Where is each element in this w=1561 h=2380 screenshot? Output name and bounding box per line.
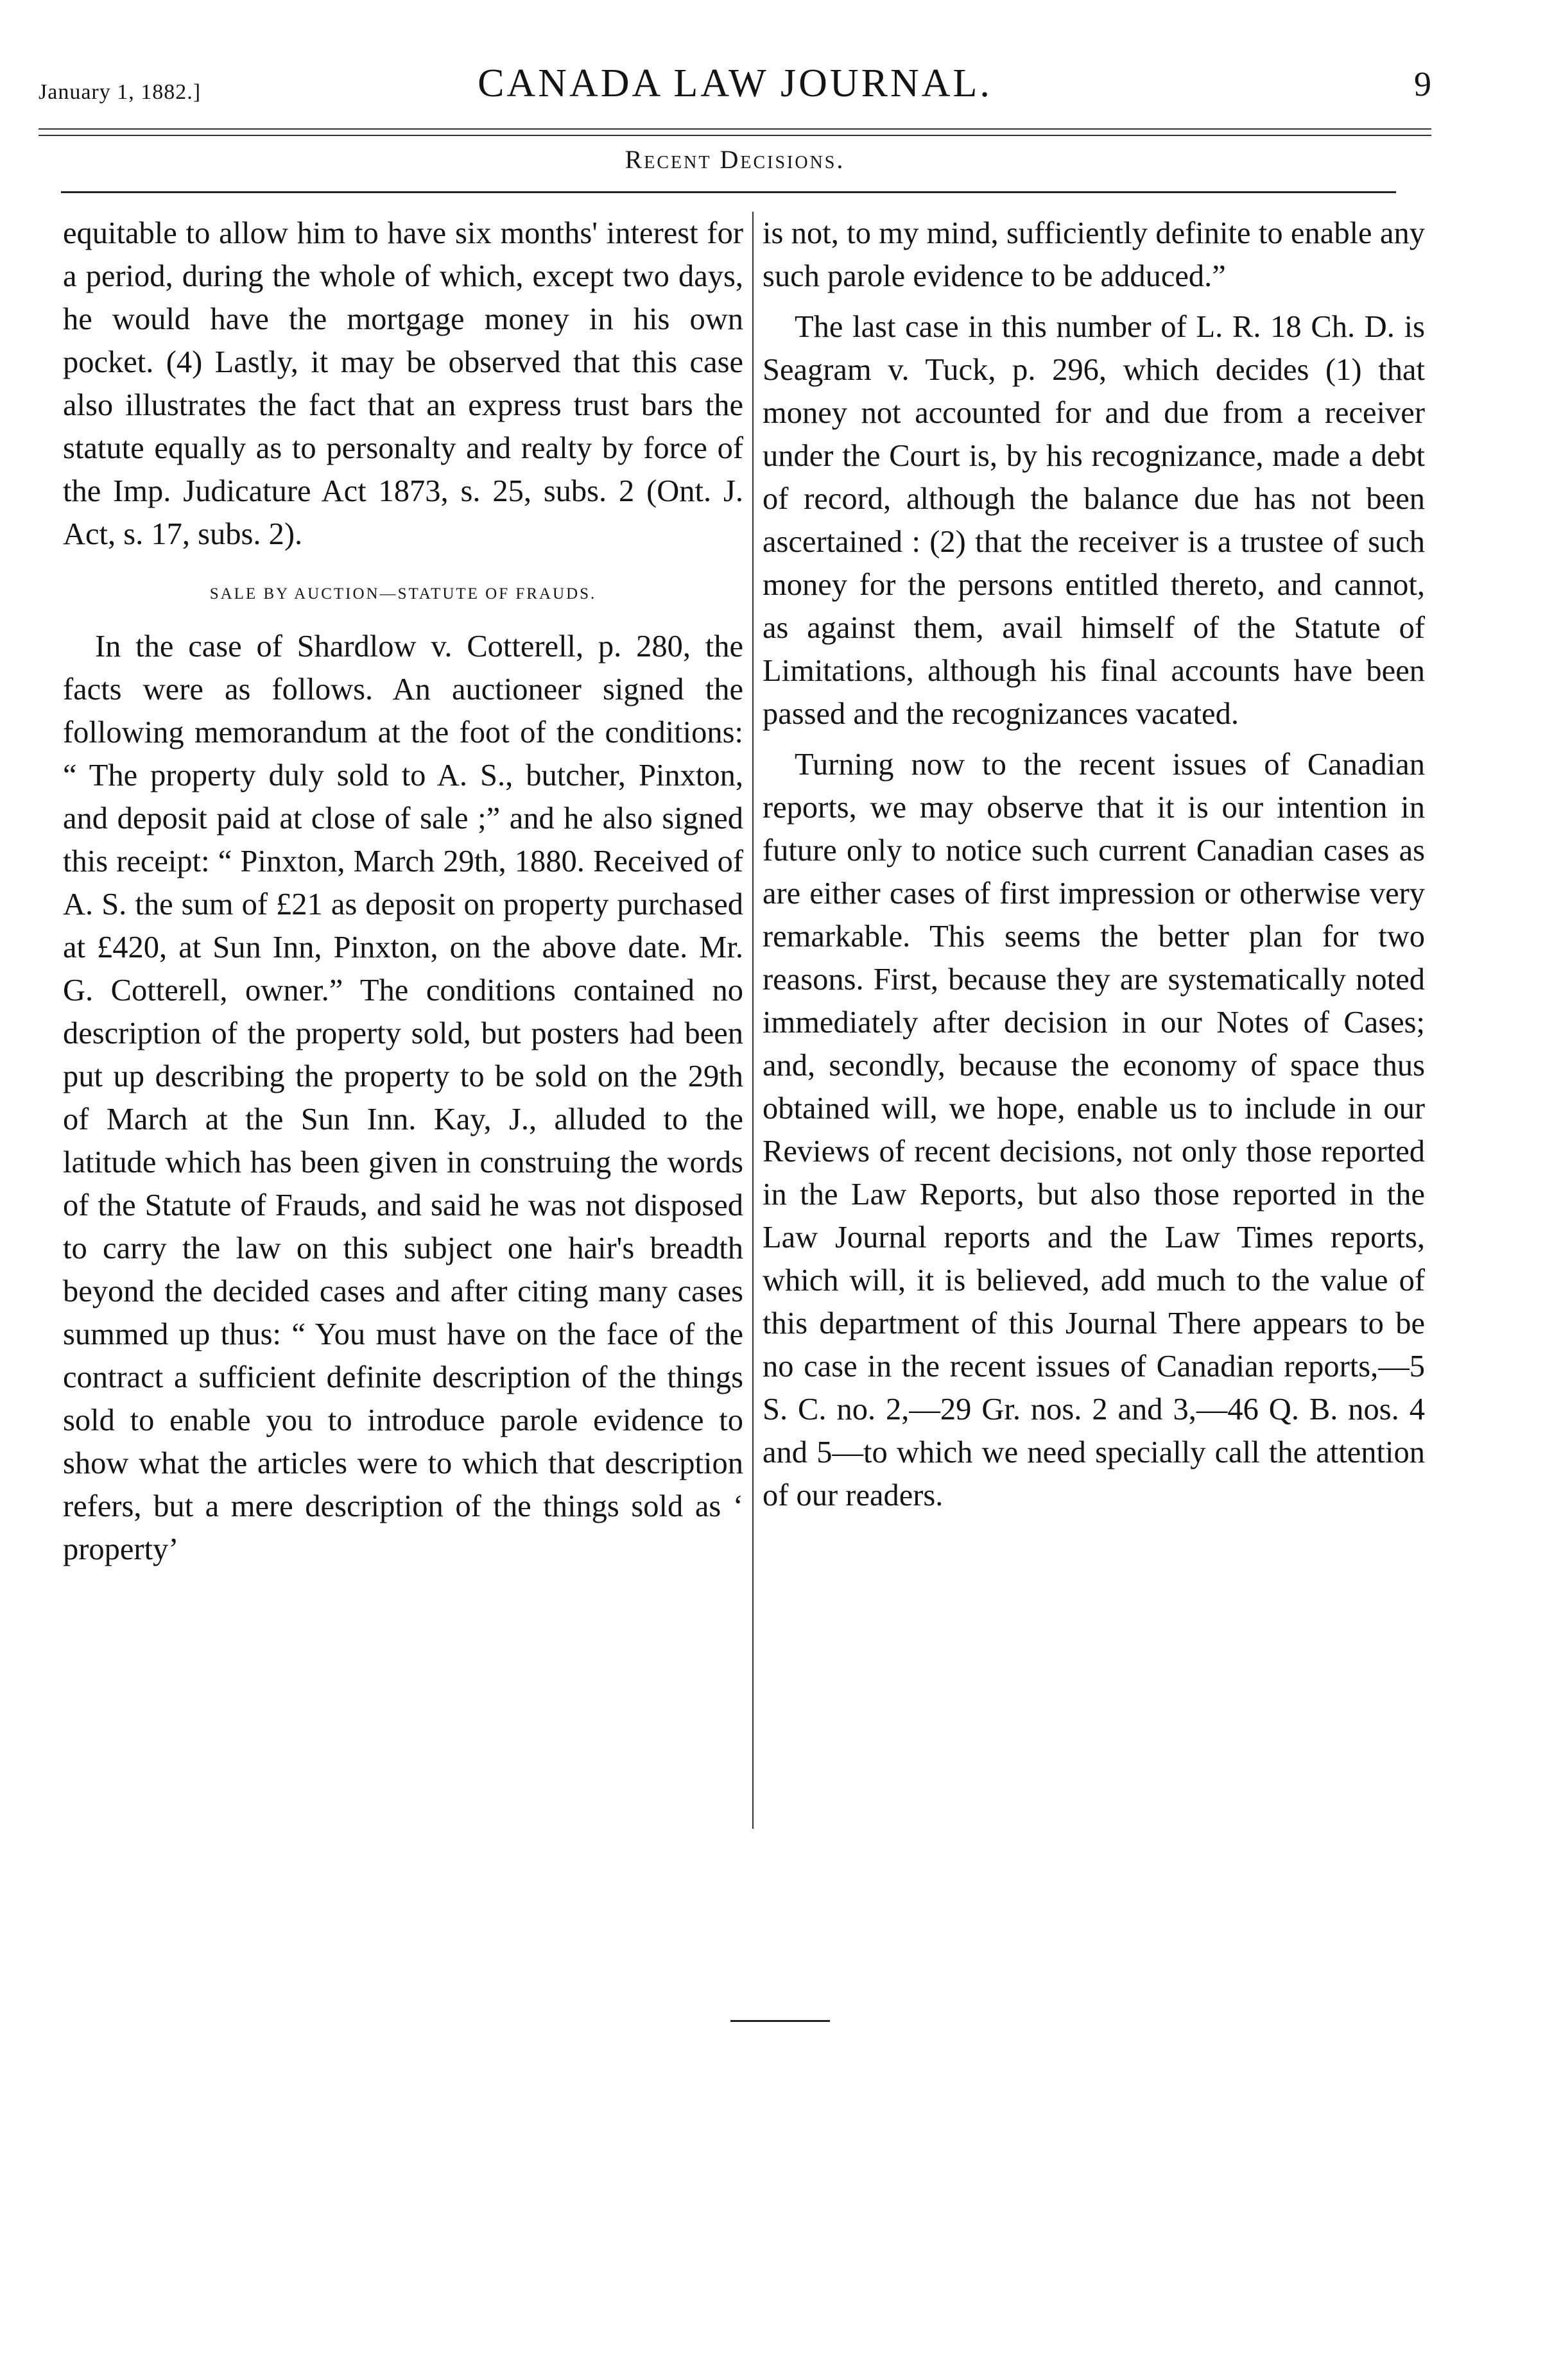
header-rule <box>39 128 1431 136</box>
right-column <box>763 212 1425 1517</box>
issue-date: January 1, 1882.] <box>39 80 202 104</box>
right-paragraph-3: Turning now to the recent issues of Canadian reports, we may observe that it is our intention in future only to notice such current Canadian cases as are either cases of first impression or otherwise very remarkable. This seems the better plan for two reasons. First, because they are systematically noted immediately after decision in our Notes of Cases; and, secondly, because the economy of space thus obtained will, we hope, enable us to include in our Reviews of recent decisions, not only those reported in the Law Reports, but also those reported in the Law Journal reports and the Law Times reports, which will, it is believed, add much to the value of this department of this Journal There appears to be no case in the recent issues of Canadian reports,—5 S. C. no. 2,—29 Gr. nos. 2 and 3,—46 Q. B. nos. 4 and 5—to which we need specially call the attention of our readers. <box>763 748 1425 1512</box>
page-number: 9 <box>1414 65 1431 103</box>
left-column <box>63 212 743 1571</box>
running-head <box>39 61 1431 119</box>
left-paragraph-1: equitable to allow him to have six months' interest for a period, during the whole of which, except two days, he would have the mortgage money in his own pocket. (4) Lastly, it may be observed that this case also illustrates the fact that an express trust bars the statute equally as to personalty and realty by force of the Imp. Judicature Act 1873, s. 25, subs. 2 (Ont. J. Act, s. 17, subs. 2). <box>63 216 743 551</box>
right-paragraph-1: is not, to my mind, sufficiently definite to enable any such parole evidence to be adduced.” <box>763 216 1425 293</box>
journal-title: CANADA LAW JOURNAL. <box>478 62 992 105</box>
end-rule <box>730 2020 830 2022</box>
section-rule <box>61 191 1396 193</box>
column-divider <box>752 212 754 1829</box>
right-paragraph-2: The last case in this number of L. R. 18 Ch. D. is Seagram v. Tuck, p. 296, which decides (1) that money not accounted for and due from a receiver under the Court is, by his recognizance, made a debt of record, although the balance due has not been ascertained : (2) that the receiver is a trustee of such money for the persons entitled thereto, and cannot, as against them, avail himself of the Statute of Limitations, although his final accounts have been passed and the recognizances vacated. <box>763 310 1425 731</box>
left-paragraph-2: In the case of Shardlow v. Cotterell, p. 280, the facts were as follows. An auctioneer signed the following memorandum at the foot of the conditions: “ The property duly sold to A. S., butcher, Pinxton, and deposit paid at close of sale ;” and he also signed this receipt: “ Pinxton, March 29th, 1880. Received of A. S. the sum of £21 as deposit on property purchased at £420, at Sun Inn, Pinxton, on the above date. Mr. G. Cotterell, owner.” The conditions contained no description of the property sold, but posters had been put up describing the property to be sold on the 29th of March at the Sun Inn. Kay, J., alluded to the latitude which has been given in construing the words of the Statute of Frauds, and said he was not disposed to carry the law on this subject one hair's breadth beyond the decided cases and after citing many cases summed up thus: “ You must have on the face of the contract a sufficient definite description of the things sold to enable you to introduce parole evidence to show what the articles were to which that description refers, but a mere description of the things sold as ‘ property’ <box>63 629 743 1566</box>
subsection-heading: SALE BY AUCTION—STATUTE OF FRAUDS. <box>209 585 597 603</box>
section-title: Recent Decisions. <box>625 145 845 174</box>
